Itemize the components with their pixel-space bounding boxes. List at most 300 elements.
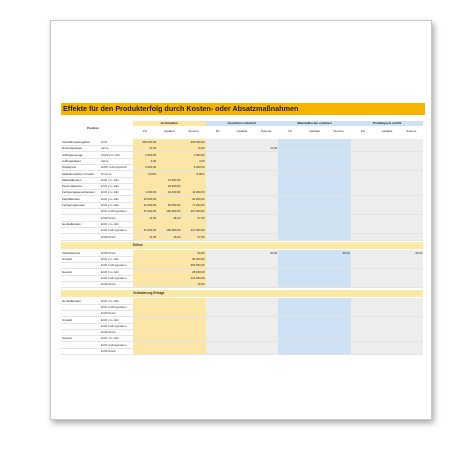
table-cell[interactable] xyxy=(254,171,278,177)
table-cell[interactable] xyxy=(133,348,157,354)
table-cell[interactable] xyxy=(206,304,230,310)
table-cell[interactable] xyxy=(351,208,375,214)
table-cell[interactable] xyxy=(230,171,254,177)
table-cell[interactable] xyxy=(254,183,278,189)
table-cell[interactable] xyxy=(133,323,157,329)
table-cell[interactable] xyxy=(278,171,302,177)
table-cell[interactable] xyxy=(278,196,302,202)
table-cell[interactable] xyxy=(327,152,351,158)
table-cell[interactable] xyxy=(351,317,375,323)
table-cell[interactable] xyxy=(327,256,351,262)
table-cell[interactable] xyxy=(327,323,351,329)
table-cell[interactable] xyxy=(157,145,181,151)
table-cell[interactable] xyxy=(254,158,278,164)
table-cell[interactable] xyxy=(157,196,181,202)
table-cell[interactable] xyxy=(351,323,375,329)
table-cell[interactable] xyxy=(302,196,326,202)
table-cell[interactable] xyxy=(302,227,326,233)
table-cell[interactable] xyxy=(181,183,205,189)
table-cell[interactable]: 3,00 xyxy=(133,158,157,164)
table-cell[interactable] xyxy=(351,250,375,256)
table-cell[interactable] xyxy=(133,335,157,341)
table-cell[interactable] xyxy=(206,164,230,170)
table-cell[interactable] xyxy=(278,164,302,170)
table-cell[interactable] xyxy=(206,317,230,323)
table-cell[interactable] xyxy=(181,310,205,316)
table-cell[interactable] xyxy=(278,221,302,227)
table-cell[interactable] xyxy=(327,227,351,233)
table-cell[interactable] xyxy=(327,304,351,310)
table-cell[interactable] xyxy=(327,202,351,208)
table-cell[interactable] xyxy=(327,139,351,145)
table-cell[interactable] xyxy=(351,164,375,170)
table-cell[interactable] xyxy=(133,304,157,310)
table-cell[interactable] xyxy=(254,275,278,281)
table-cell[interactable] xyxy=(375,298,399,304)
table-cell[interactable] xyxy=(302,152,326,158)
table-cell[interactable] xyxy=(399,329,423,335)
table-cell[interactable] xyxy=(375,202,399,208)
table-cell[interactable] xyxy=(230,234,254,240)
table-cell[interactable] xyxy=(230,227,254,233)
table-cell[interactable] xyxy=(278,250,302,256)
table-cell[interactable]: 90,00 xyxy=(181,250,205,256)
table-cell[interactable] xyxy=(302,221,326,227)
table-cell[interactable]: 28.000,00 xyxy=(181,269,205,275)
table-cell[interactable] xyxy=(302,145,326,151)
table-cell[interactable] xyxy=(181,342,205,348)
table-cell[interactable] xyxy=(181,329,205,335)
table-cell[interactable] xyxy=(278,227,302,233)
table-cell[interactable] xyxy=(351,171,375,177)
table-cell[interactable] xyxy=(302,202,326,208)
table-cell[interactable] xyxy=(206,310,230,316)
table-cell[interactable] xyxy=(375,152,399,158)
table-cell[interactable] xyxy=(375,335,399,341)
table-cell[interactable] xyxy=(375,250,399,256)
table-cell[interactable] xyxy=(206,152,230,158)
table-cell[interactable] xyxy=(351,275,375,281)
table-cell[interactable] xyxy=(206,202,230,208)
table-cell[interactable] xyxy=(206,256,230,262)
table-cell[interactable] xyxy=(327,196,351,202)
table-cell[interactable]: 5,00% xyxy=(133,171,157,177)
table-cell[interactable] xyxy=(327,177,351,183)
table-cell[interactable] xyxy=(278,342,302,348)
table-cell[interactable] xyxy=(399,158,423,164)
table-cell[interactable] xyxy=(230,304,254,310)
table-cell[interactable] xyxy=(327,342,351,348)
table-cell[interactable] xyxy=(375,158,399,164)
table-cell[interactable]: 57,50 xyxy=(181,234,205,240)
table-cell[interactable] xyxy=(206,348,230,354)
table-cell[interactable] xyxy=(375,196,399,202)
table-cell[interactable] xyxy=(327,310,351,316)
table-cell[interactable] xyxy=(230,281,254,287)
table-cell[interactable] xyxy=(230,342,254,348)
table-cell[interactable] xyxy=(181,323,205,329)
table-cell[interactable] xyxy=(327,215,351,221)
table-cell[interactable] xyxy=(157,329,181,335)
table-cell[interactable] xyxy=(399,227,423,233)
table-cell[interactable] xyxy=(351,183,375,189)
table-cell[interactable] xyxy=(206,234,230,240)
table-cell[interactable] xyxy=(133,275,157,281)
table-cell[interactable] xyxy=(230,158,254,164)
table-cell[interactable] xyxy=(375,234,399,240)
table-cell[interactable] xyxy=(351,269,375,275)
table-cell[interactable] xyxy=(230,177,254,183)
table-cell[interactable] xyxy=(254,177,278,183)
table-cell[interactable] xyxy=(375,208,399,214)
table-cell[interactable] xyxy=(327,183,351,189)
table-cell[interactable] xyxy=(206,208,230,214)
table-cell[interactable]: 90,00 xyxy=(254,250,278,256)
table-cell[interactable] xyxy=(327,348,351,354)
table-cell[interactable] xyxy=(302,250,326,256)
table-cell[interactable] xyxy=(327,275,351,281)
table-cell[interactable]: 2.000,00 xyxy=(133,152,157,158)
table-cell[interactable] xyxy=(375,269,399,275)
table-cell[interactable] xyxy=(399,164,423,170)
table-cell[interactable] xyxy=(157,275,181,281)
table-cell[interactable] xyxy=(157,164,181,170)
table-cell[interactable] xyxy=(351,335,375,341)
table-cell[interactable] xyxy=(133,329,157,335)
table-cell[interactable] xyxy=(399,189,423,195)
table-cell[interactable] xyxy=(206,298,230,304)
table-cell[interactable] xyxy=(327,262,351,268)
table-cell[interactable] xyxy=(230,317,254,323)
table-cell[interactable] xyxy=(157,221,181,227)
table-cell[interactable] xyxy=(375,164,399,170)
table-cell[interactable] xyxy=(206,158,230,164)
table-cell[interactable] xyxy=(302,275,326,281)
table-cell[interactable] xyxy=(157,281,181,287)
table-cell[interactable] xyxy=(375,348,399,354)
table-cell[interactable] xyxy=(327,208,351,214)
table-cell[interactable] xyxy=(327,145,351,151)
table-cell[interactable] xyxy=(278,298,302,304)
table-cell[interactable] xyxy=(278,215,302,221)
table-cell[interactable]: 200.000,00 xyxy=(133,139,157,145)
table-cell[interactable] xyxy=(230,310,254,316)
table-cell[interactable] xyxy=(254,323,278,329)
table-cell[interactable] xyxy=(327,164,351,170)
table-cell[interactable]: 20.000,00 xyxy=(133,196,157,202)
table-cell[interactable] xyxy=(254,262,278,268)
table-cell[interactable] xyxy=(399,183,423,189)
table-cell[interactable] xyxy=(399,335,423,341)
table-cell[interactable]: 5,00% xyxy=(181,171,205,177)
table-cell[interactable] xyxy=(133,256,157,262)
table-cell[interactable] xyxy=(157,262,181,268)
table-cell[interactable] xyxy=(375,177,399,183)
table-cell[interactable] xyxy=(157,348,181,354)
table-cell[interactable] xyxy=(206,215,230,221)
table-cell[interactable] xyxy=(375,227,399,233)
table-cell[interactable]: 5.000,00 xyxy=(133,164,157,170)
table-cell[interactable]: 57,50 xyxy=(181,215,205,221)
table-cell[interactable]: 57.000,00 xyxy=(133,227,157,233)
table-cell[interactable] xyxy=(375,189,399,195)
table-cell[interactable] xyxy=(327,269,351,275)
table-cell[interactable] xyxy=(157,298,181,304)
table-cell[interactable] xyxy=(399,139,423,145)
table-cell[interactable] xyxy=(157,342,181,348)
table-cell[interactable] xyxy=(375,342,399,348)
table-cell[interactable] xyxy=(278,183,302,189)
table-cell[interactable] xyxy=(230,275,254,281)
table-cell[interactable] xyxy=(327,335,351,341)
table-cell[interactable]: 141.000,00 xyxy=(181,275,205,281)
table-cell[interactable] xyxy=(230,298,254,304)
table-cell[interactable]: 1.000,00 xyxy=(133,189,157,195)
table-cell[interactable]: 50.000,00 xyxy=(157,202,181,208)
table-cell[interactable] xyxy=(254,202,278,208)
table-cell[interactable]: 207.000,00 xyxy=(181,227,205,233)
table-cell[interactable] xyxy=(327,329,351,335)
table-cell[interactable] xyxy=(351,234,375,240)
table-cell[interactable] xyxy=(327,317,351,323)
table-cell[interactable] xyxy=(327,221,351,227)
table-cell[interactable] xyxy=(254,196,278,202)
table-cell[interactable] xyxy=(302,256,326,262)
table-cell[interactable] xyxy=(230,189,254,195)
table-cell[interactable] xyxy=(230,323,254,329)
table-cell[interactable] xyxy=(351,145,375,151)
table-cell[interactable] xyxy=(133,177,157,183)
table-cell[interactable] xyxy=(351,329,375,335)
table-cell[interactable] xyxy=(399,342,423,348)
table-cell[interactable] xyxy=(254,256,278,262)
table-cell[interactable] xyxy=(181,298,205,304)
table-cell[interactable] xyxy=(351,215,375,221)
table-cell[interactable] xyxy=(375,317,399,323)
table-cell[interactable] xyxy=(157,269,181,275)
table-cell[interactable] xyxy=(181,221,205,227)
table-cell[interactable] xyxy=(278,335,302,341)
table-cell[interactable] xyxy=(278,152,302,158)
table-cell[interactable] xyxy=(254,234,278,240)
table-cell[interactable] xyxy=(157,304,181,310)
table-cell[interactable]: 3,00 xyxy=(181,158,205,164)
table-cell[interactable] xyxy=(206,139,230,145)
table-cell[interactable] xyxy=(399,208,423,214)
table-cell[interactable] xyxy=(302,158,326,164)
table-cell[interactable] xyxy=(230,329,254,335)
table-cell[interactable] xyxy=(206,145,230,151)
table-cell[interactable] xyxy=(302,323,326,329)
table-cell[interactable] xyxy=(133,250,157,256)
table-cell[interactable] xyxy=(327,298,351,304)
table-cell[interactable] xyxy=(278,158,302,164)
table-cell[interactable]: 10,00 xyxy=(254,145,278,151)
table-cell[interactable] xyxy=(302,348,326,354)
table-cell[interactable] xyxy=(133,221,157,227)
table-cell[interactable] xyxy=(133,342,157,348)
table-cell[interactable] xyxy=(399,177,423,183)
table-cell[interactable]: 46,00 xyxy=(157,215,181,221)
table-cell[interactable] xyxy=(302,342,326,348)
table-cell[interactable] xyxy=(206,183,230,189)
table-cell[interactable] xyxy=(133,317,157,323)
table-cell[interactable] xyxy=(278,310,302,316)
table-cell[interactable]: 30.000,00 xyxy=(157,183,181,189)
table-cell[interactable] xyxy=(327,281,351,287)
table-cell[interactable]: 150.000,00 xyxy=(157,208,181,214)
table-cell[interactable] xyxy=(206,250,230,256)
table-cell[interactable] xyxy=(375,323,399,329)
table-cell[interactable] xyxy=(206,323,230,329)
table-cell[interactable] xyxy=(278,323,302,329)
table-cell[interactable] xyxy=(206,329,230,335)
table-cell[interactable] xyxy=(254,189,278,195)
table-cell[interactable] xyxy=(278,317,302,323)
table-cell[interactable] xyxy=(157,250,181,256)
table-cell[interactable] xyxy=(278,234,302,240)
table-cell[interactable] xyxy=(254,215,278,221)
table-cell[interactable] xyxy=(375,329,399,335)
table-cell[interactable] xyxy=(230,215,254,221)
table-cell[interactable] xyxy=(399,215,423,221)
table-cell[interactable] xyxy=(254,152,278,158)
table-cell[interactable] xyxy=(230,221,254,227)
table-cell[interactable] xyxy=(375,275,399,281)
table-cell[interactable] xyxy=(230,196,254,202)
table-cell[interactable] xyxy=(230,250,254,256)
table-cell[interactable] xyxy=(133,262,157,268)
table-cell[interactable]: 450.000,00 xyxy=(181,262,205,268)
table-cell[interactable] xyxy=(399,348,423,354)
table-cell[interactable] xyxy=(278,348,302,354)
table-cell[interactable] xyxy=(302,215,326,221)
table-cell[interactable]: 71.000,00 xyxy=(181,202,205,208)
table-cell[interactable] xyxy=(399,145,423,151)
table-cell[interactable] xyxy=(302,234,326,240)
table-cell[interactable] xyxy=(254,269,278,275)
table-cell[interactable] xyxy=(399,317,423,323)
table-cell[interactable] xyxy=(254,164,278,170)
table-cell[interactable] xyxy=(351,152,375,158)
table-cell[interactable] xyxy=(399,310,423,316)
table-cell[interactable] xyxy=(133,183,157,189)
table-cell[interactable] xyxy=(399,298,423,304)
table-cell[interactable]: 10,00 xyxy=(133,145,157,151)
table-cell[interactable]: 11,50 xyxy=(133,215,157,221)
table-cell[interactable] xyxy=(133,269,157,275)
table-cell[interactable]: 150.000,00 xyxy=(157,227,181,233)
table-cell[interactable] xyxy=(278,281,302,287)
table-cell[interactable] xyxy=(278,189,302,195)
table-cell[interactable] xyxy=(351,342,375,348)
table-cell[interactable] xyxy=(181,335,205,341)
table-cell[interactable] xyxy=(278,202,302,208)
table-cell[interactable] xyxy=(254,348,278,354)
table-cell[interactable] xyxy=(375,310,399,316)
table-cell[interactable] xyxy=(278,269,302,275)
table-cell[interactable] xyxy=(399,196,423,202)
table-cell[interactable] xyxy=(278,275,302,281)
table-cell[interactable] xyxy=(230,152,254,158)
table-cell[interactable] xyxy=(375,304,399,310)
table-cell[interactable] xyxy=(157,158,181,164)
table-cell[interactable] xyxy=(327,171,351,177)
table-cell[interactable] xyxy=(181,317,205,323)
table-cell[interactable] xyxy=(206,281,230,287)
table-cell[interactable] xyxy=(254,208,278,214)
table-cell[interactable]: 207.000,00 xyxy=(181,208,205,214)
table-cell[interactable] xyxy=(230,262,254,268)
table-cell[interactable] xyxy=(254,310,278,316)
table-cell[interactable] xyxy=(351,196,375,202)
table-cell[interactable] xyxy=(133,298,157,304)
table-cell[interactable] xyxy=(206,275,230,281)
table-cell[interactable] xyxy=(278,329,302,335)
table-cell[interactable] xyxy=(302,262,326,268)
table-cell[interactable] xyxy=(206,221,230,227)
table-cell[interactable] xyxy=(133,281,157,287)
table-cell[interactable] xyxy=(302,304,326,310)
table-cell[interactable] xyxy=(254,329,278,335)
table-cell[interactable] xyxy=(254,139,278,145)
table-cell[interactable] xyxy=(399,262,423,268)
table-cell[interactable] xyxy=(302,164,326,170)
table-cell[interactable] xyxy=(351,310,375,316)
table-cell[interactable] xyxy=(302,171,326,177)
table-cell[interactable] xyxy=(157,335,181,341)
table-cell[interactable] xyxy=(254,227,278,233)
table-cell[interactable] xyxy=(206,227,230,233)
table-cell[interactable] xyxy=(351,158,375,164)
table-cell[interactable] xyxy=(327,189,351,195)
table-cell[interactable] xyxy=(254,298,278,304)
table-cell[interactable] xyxy=(157,171,181,177)
table-cell[interactable] xyxy=(302,189,326,195)
table-cell[interactable] xyxy=(302,208,326,214)
table-cell[interactable] xyxy=(157,310,181,316)
table-cell[interactable] xyxy=(157,317,181,323)
table-cell[interactable] xyxy=(157,139,181,145)
table-cell[interactable] xyxy=(351,304,375,310)
table-cell[interactable]: 5.000,00 xyxy=(181,164,205,170)
table-cell[interactable] xyxy=(230,269,254,275)
table-cell[interactable]: 2.000,00 xyxy=(181,152,205,158)
table-cell[interactable] xyxy=(230,256,254,262)
table-cell[interactable] xyxy=(181,304,205,310)
table-cell[interactable] xyxy=(302,269,326,275)
table-cell[interactable] xyxy=(302,139,326,145)
table-cell[interactable] xyxy=(230,348,254,354)
table-cell[interactable] xyxy=(230,335,254,341)
table-cell[interactable] xyxy=(302,335,326,341)
table-cell[interactable] xyxy=(351,139,375,145)
table-cell[interactable]: 46,00 xyxy=(157,234,181,240)
table-cell[interactable]: 57.000,00 xyxy=(133,208,157,214)
table-cell[interactable] xyxy=(254,304,278,310)
table-cell[interactable] xyxy=(302,317,326,323)
table-cell[interactable] xyxy=(278,145,302,151)
table-cell[interactable] xyxy=(157,323,181,329)
table-cell[interactable] xyxy=(399,323,423,329)
table-cell[interactable] xyxy=(206,262,230,268)
table-cell[interactable] xyxy=(351,227,375,233)
table-cell[interactable] xyxy=(399,304,423,310)
table-cell[interactable] xyxy=(399,281,423,287)
table-cell[interactable] xyxy=(254,281,278,287)
table-cell[interactable] xyxy=(327,158,351,164)
table-cell[interactable] xyxy=(302,183,326,189)
